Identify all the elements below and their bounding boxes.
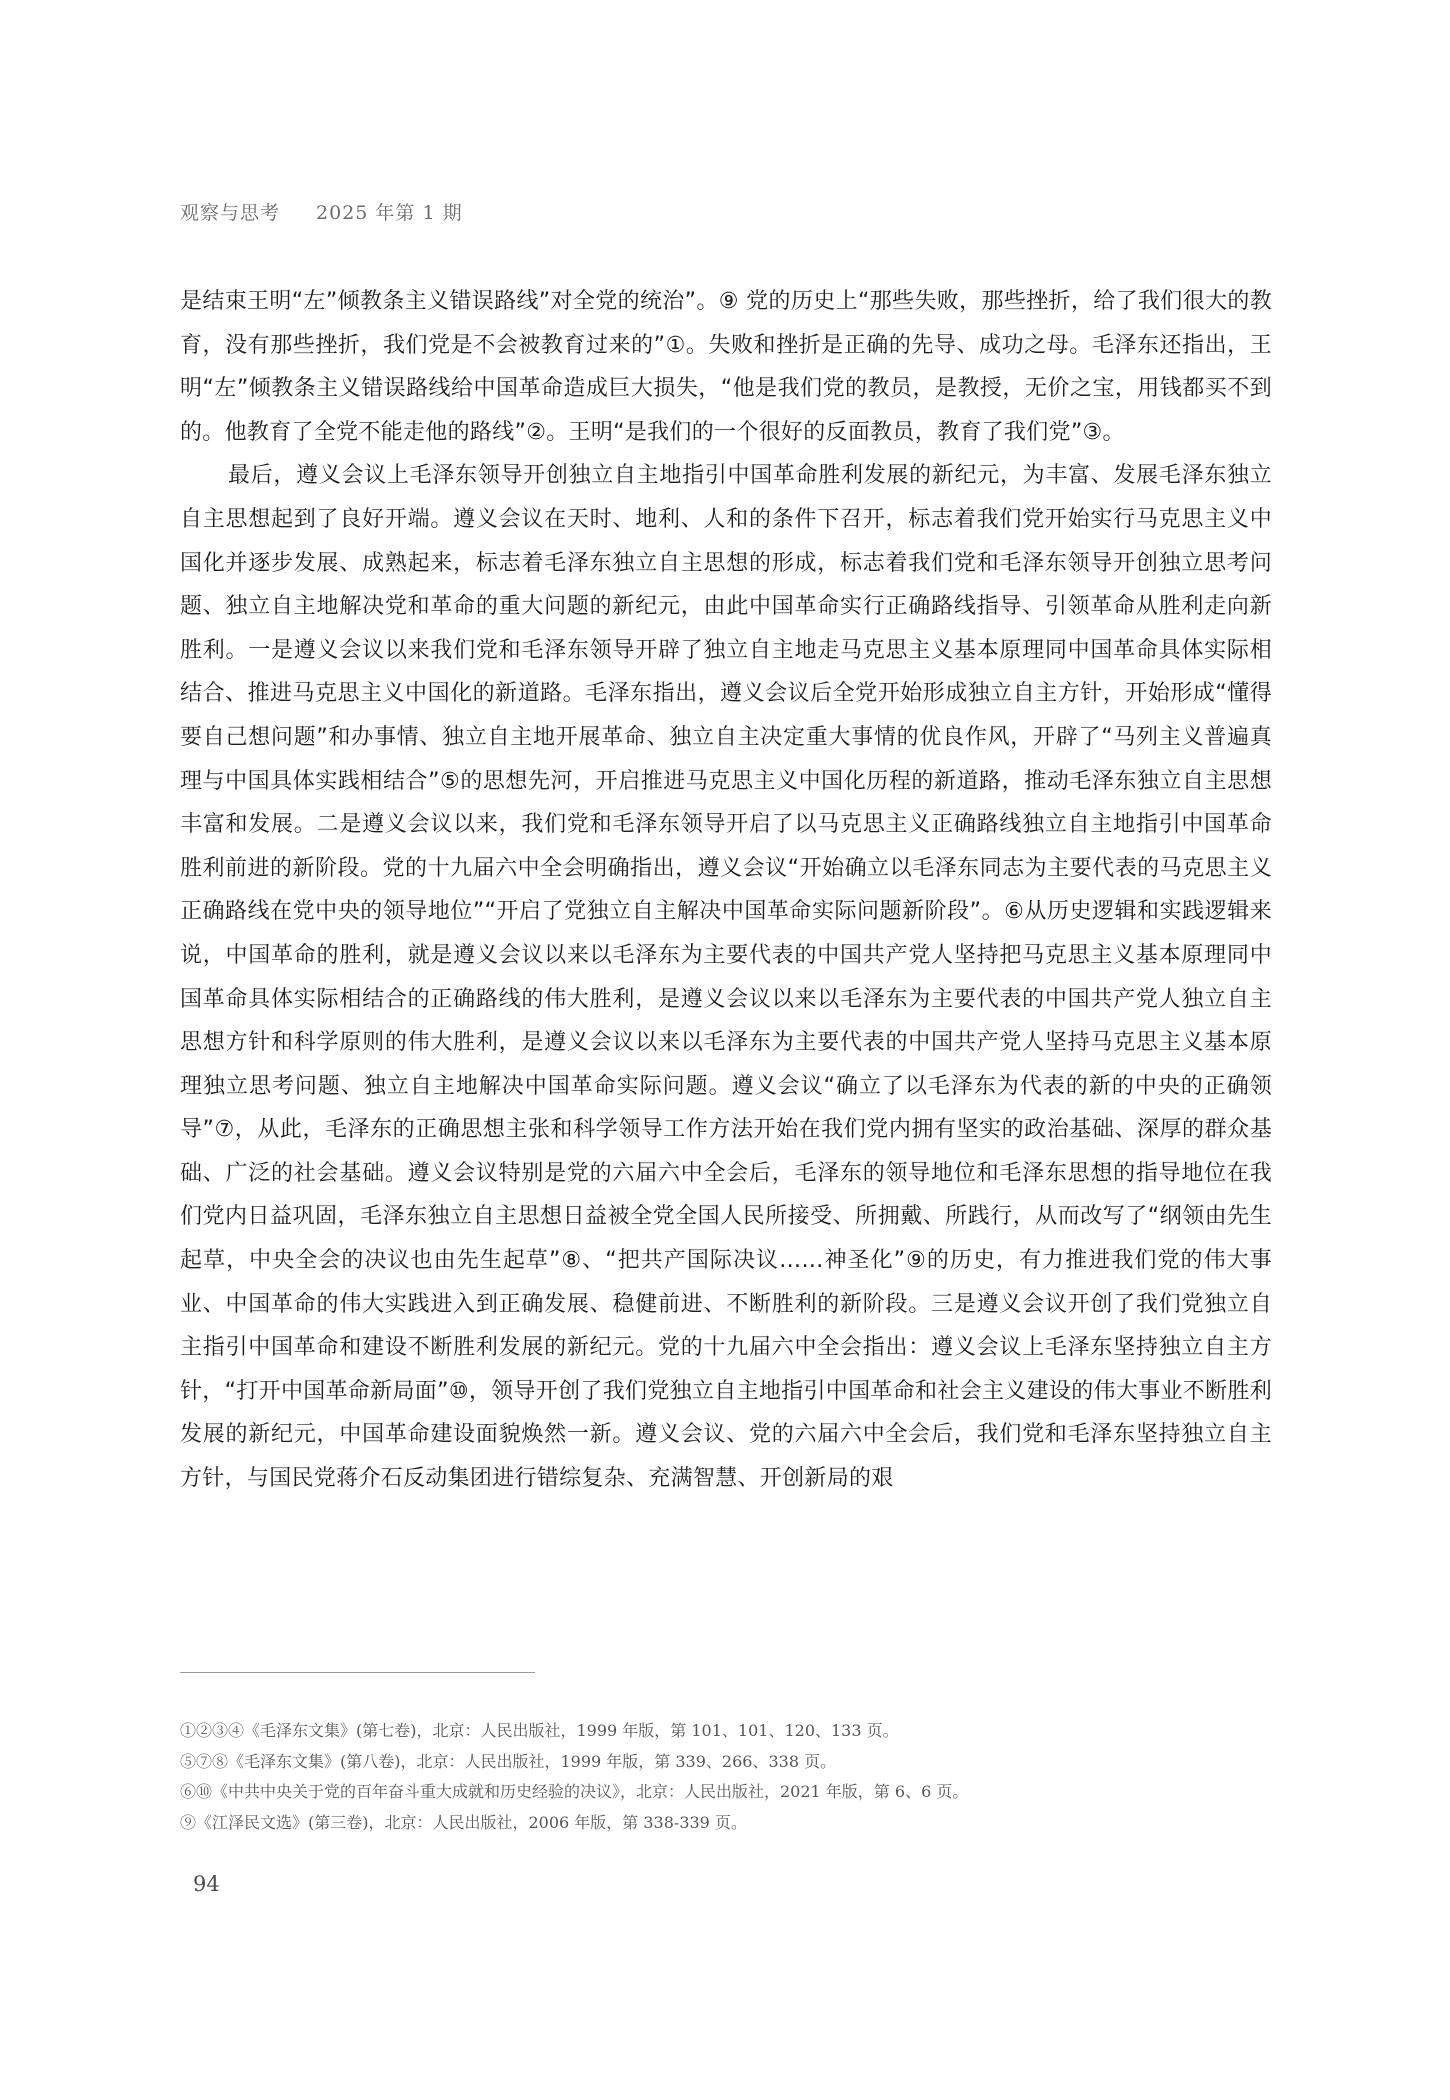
footnote-item: ①②③④《毛泽东文集》(第七卷)，北京：人民出版社，1999 年版，第 101、101、120、133 页。 [180, 1721, 899, 1740]
paragraph-continued: 是结束王明“左”倾教条主义错误路线”对全党的统治”。⑨ 党的历史上“那些失败，那些挫折，给了我们很大的教育，没有那些挫折，我们党是不会被教育过来的”①。失败和挫折是正确的先导、成功之母。毛泽东还指出，王明“左”倾教条主义错误路线给中国革命造成巨大损失，“他是我们党的教员，是教授，无价之宝，用钱都买不到的。他教育了全党不能走他的路线”②。王明“是我们的一个很好的反面教员，教育了我们党”③。 [180, 289, 1272, 445]
footnotes [180, 1716, 1272, 1838]
issue-label: 2025 年第 1 期 [316, 202, 463, 224]
article-body [180, 280, 1272, 1501]
paragraph-finally: 最后，遵义会议上毛泽东领导开创独立自主地指引中国革命胜利发展的新纪元，为丰富、发展毛泽东独立自主思想起到了良好开端。遵义会议在天时、地利、人和的条件下召开，标志着我们党开始实行马克思主义中国化并逐步发展、成熟起来，标志着毛泽东独立自主思想的形成，标志着我们党和毛泽东领导开创独立思考问题、独立自主地解决党和革命的重大问题的新纪元，由此中国革命实行正确路线指导、引领革命从胜利走向新胜利。一是遵义会议以来我们党和毛泽东领导开辟了独立自主地走马克思主义基本原理同中国革命具体实际相结合、推进马克思主义中国化的新道路。毛泽东指出，遵义会议后全党开始形成独立自主方针，开始形成“懂得要自己想问题”和办事情、独立自主地开展革命、独立自主决定重大事情的优良作风，开辟了“马列主义普遍真理与中国具体实践相结合”⑤的思想先河，开启推进马克思主义中国化历程的新道路，推动毛泽东独立自主思想丰富和发展。二是遵义会议以来，我们党和毛泽东领导开启了以马克思主义正确路线独立自主地指引中国革命胜利前进的新阶段。党的十九届六中全会明确指出，遵义会议“开始确立以毛泽东同志为主要代表的马克思主义正确路线在党中央的领导地位”“开启了党独立自主解决中国革命实际问题新阶段”。⑥从历史逻辑和实践逻辑来说，中国革命的胜利，就是遵义会议以来以毛泽东为主要代表的中国共产党人坚持把马克思主义基本原理同中国革命具体实际相结合的正确路线的伟大胜利，是遵义会议以来以毛泽东为主要代表的中国共产党人独立自主思想方针和科学原则的伟大胜利，是遵义会议以来以毛泽东为主要代表的中国共产党人坚持马克思主义基本原理独立思考问题、独立自主地解决中国革命实际问题。遵义会议“确立了以毛泽东为代表的新的中央的正确领导”⑦，从此，毛泽东的正确思想主张和科学领导工作方法开始在我们党内拥有坚实的政治基础、深厚的群众基础、广泛的社会基础。遵义会议特别是党的六届六中全会后，毛泽东的领导地位和毛泽东思想的指导地位在我们党内日益巩固，毛泽东独立自主思想日益被全党全国人民所接受、所拥戴、所践行，从而改写了“纲领由先生起草，中央全会的决议也由先生起草”⑧、“把共产国际决议……神圣化”⑨的历史，有力推进我们党的伟大事业、中国革命的伟大实践进入到正确发展、稳健前进、不断胜利的新阶段。三是遵义会议开创了我们党独立自主指引中国革命和建设不断胜利发展的新纪元。党的十九届六中全会指出：遵义会议上毛泽东坚持独立自主方针，“打开中国革命新局面”⑩，领导开创了我们党独立自主地指引中国革命和社会主义建设的伟大事业不断胜利发展的新纪元，中国革命建设面貌焕然一新。遵义会议、党的六届六中全会后，我们党和毛泽东坚持独立自主方针，与国民党蒋介石反动集团进行错综复杂、充满智慧、开创新局的艰 [180, 463, 1272, 1492]
journal-name: 观察与思考 [180, 202, 281, 224]
footnote-divider [180, 1672, 535, 1673]
footnote-item: ⑥⑩《中共中央关于党的百年奋斗重大成就和历史经验的决议》，北京：人民出版社，2021 年版，第 6、6 页。 [180, 1782, 969, 1801]
footnote-item: ⑨《江泽民文选》(第三卷)，北京：人民出版社，2006 年版，第 338-339 页。 [180, 1812, 747, 1832]
page-number: 94 [193, 1872, 220, 1896]
running-header [180, 198, 463, 225]
footnote-item: ⑤⑦⑧《毛泽东文集》(第八卷)，北京：人民出版社，1999 年版，第 339、266、338 页。 [180, 1751, 837, 1771]
